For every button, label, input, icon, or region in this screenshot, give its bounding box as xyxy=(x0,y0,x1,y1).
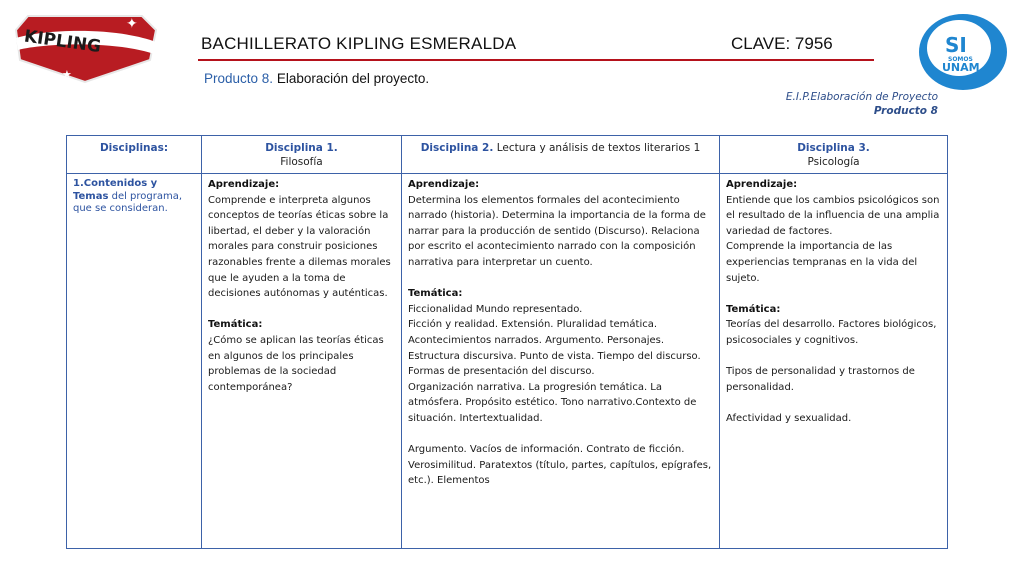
header-disciplinas: Disciplinas: xyxy=(67,136,202,174)
cell-lectura: Aprendizaje: Determina los elementos formales del acontecimiento narrado (historia). Determina la importancia de la forma de narrar para la producción de sentido (Discurso). Relaciona por escrito el acontecimiento narrado con la composición narrativa para interpretar un cuento. Temática: Ficcionalidad Mundo representado. Ficción y realidad. Extensión. Pluralidad temática. Acontecimientos narrados. Argumento. Personajes. Estructura discursiva. Punto de vista. Tiempo del discurso. Formas de presentación del discurso. Organización narrativa. La progresión temática. La atmósfera. Propósito estético. Tono narrativo.Contexto de situación. Intertextualidad. Argumento. Vacíos de información. Contrato de ficción. Verosimilitud. Paratextos (título, partes, capítulos, epígrafes, etc.). Elementos xyxy=(402,174,720,549)
product-subtitle xyxy=(204,71,429,86)
table-row xyxy=(67,174,948,549)
cell-filosofia: Aprendizaje: Comprende e interpreta algunos conceptos de teorías éticas sobre la libertad, el deber y la valoración morales para construir posiciones razonables frente a dilemas morales que le ayuden a la toma de decisiones autónomas y auténticas. Temática: ¿Cómo se aplican las teorías éticas en algunos de los principales problemas de la sociedad contemporánea? xyxy=(202,174,402,549)
table-header-row xyxy=(67,136,948,174)
disciplines-table xyxy=(66,135,948,549)
header-discipline-3: Disciplina 3. Psicología xyxy=(720,136,948,174)
eip-product: Producto 8 xyxy=(873,105,938,117)
kipling-logo xyxy=(10,12,160,84)
svg-text:UNAM: UNAM xyxy=(942,61,980,74)
svg-text:★: ★ xyxy=(62,68,72,81)
svg-text:SI: SI xyxy=(945,33,967,57)
header-divider xyxy=(198,59,874,61)
header-discipline-1: Disciplina 1. Filosofía xyxy=(202,136,402,174)
product-number: Producto 8. xyxy=(204,71,274,86)
school-code: CLAVE: 7956 xyxy=(731,34,833,53)
row-header-contenidos: 1.Contenidos y Temas del programa, que se consideran. xyxy=(67,174,202,549)
svg-text:✦: ✦ xyxy=(126,16,138,32)
svg-text:KIPLING: KIPLING xyxy=(22,26,103,58)
eip-title: E.I.P.Elaboración de Proyecto xyxy=(785,91,938,103)
header-discipline-2: Disciplina 2. Lectura y análisis de textos literarios 1 xyxy=(402,136,720,174)
svg-text:SOMOS: SOMOS xyxy=(948,56,973,63)
eip-label xyxy=(786,90,938,118)
school-title: BACHILLERATO KIPLING ESMERALDA xyxy=(201,34,517,53)
si-somos-unam-logo xyxy=(915,8,1011,94)
cell-psicologia: Aprendizaje: Entiende que los cambios psicológicos son el resultado de la influencia de una amplia variedad de factores. Comprende la importancia de las experiencias tempranas en la vida del sujeto. Temática: Teorías del desarrollo. Factores biológicos, psicosociales y cognitivos. Tipos de personalidad y trastornos de personalidad. Afectividad y sexualidad. xyxy=(720,174,948,549)
product-description: Elaboración del proyecto. xyxy=(276,71,430,86)
